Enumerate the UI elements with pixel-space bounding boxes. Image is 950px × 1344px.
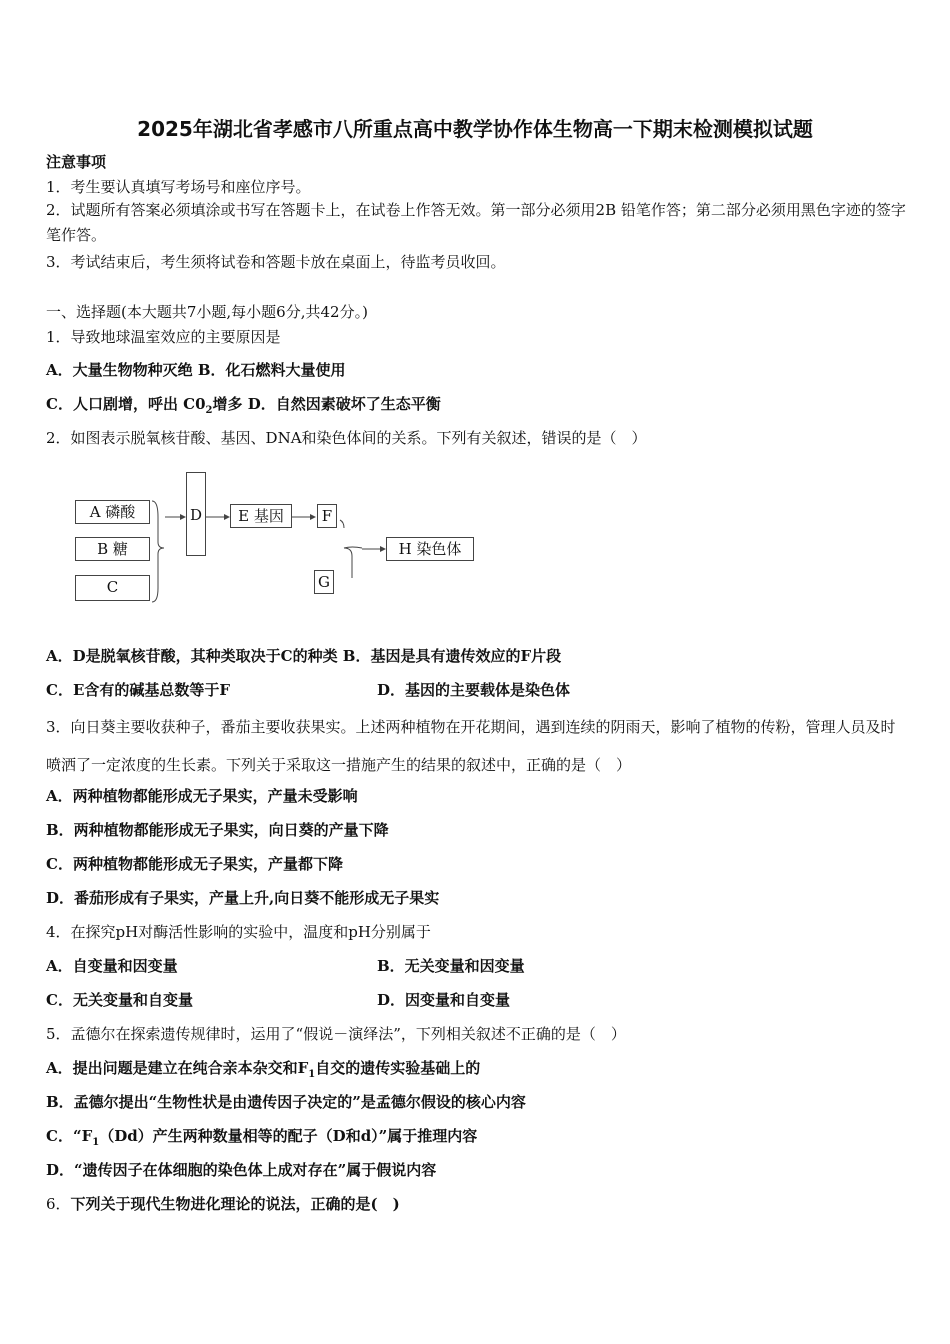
- q4-option-a: A．自变量和因变量: [46, 957, 178, 975]
- notice-item-2: 2．试题所有答案必须填涂或书写在答题卡上，在试卷上作答无效。第一部分必须用2B 铅笔作答；第二部分必须用黑色字迹的签字笔作答。: [46, 201, 906, 244]
- box-e-gene: E 基因: [230, 504, 292, 528]
- q4-option-b: B．无关变量和因变量: [377, 957, 525, 975]
- q1-options-row-1: A．大量生物物种灭绝 B．化石燃料大量使用: [46, 361, 346, 379]
- notice-heading: 注意事项: [46, 153, 107, 171]
- q5-option-b: B．孟德尔提出“生物性状是由遗传因子决定的”是孟德尔假设的核心内容: [46, 1093, 526, 1111]
- question-3: [46, 708, 908, 784]
- q4-option-d: D．因变量和自变量: [377, 991, 511, 1009]
- question-stem: 下列关于现代生物进化理论的说法，正确的是( ): [70, 1195, 400, 1213]
- question-2: [46, 428, 647, 448]
- notice-item-1: 1．考生要认真填写考场号和座位序号。: [46, 178, 311, 196]
- question-5: [46, 1024, 626, 1044]
- question-1: [46, 327, 281, 347]
- q2-options-row-1: A．D是脱氧核苷酸，其种类取决于C的种类 B．基因是具有遗传效应的F片段: [46, 647, 562, 665]
- question-6: [46, 1194, 400, 1214]
- box-f: F: [317, 504, 337, 528]
- q5-option-c: C．“$F_1(Dd)$产生两种数量相等的配子（D和d）”属于推理内容: [46, 1127, 478, 1148]
- question-stem: 导致地球温室效应的主要原因是: [70, 328, 281, 346]
- question-number: 3．: [46, 718, 71, 736]
- notice-item-3: 3．考试结束后，考生须将试卷和答题卡放在桌面上，待监考员收回。: [46, 253, 506, 271]
- box-h-chromosome: H 染色体: [386, 537, 474, 561]
- q5-option-d: D．“遗传因子在体细胞的染色体上成对存在”属于假说内容: [46, 1161, 437, 1179]
- q3-option-c: C．两种植物都能形成无子果实，产量都下降: [46, 855, 343, 873]
- q3-option-d: D．番茄形成有子果实，产量上升,向日葵不能形成无子果实: [46, 889, 440, 907]
- q4-option-c: C．无关变量和自变量: [46, 991, 193, 1009]
- question-stem: 在探究pH对酶活性影响的实验中，温度和pH分别属于: [70, 923, 431, 941]
- box-a-phosphate: A 磷酸: [75, 500, 150, 524]
- question-number: 2．: [46, 429, 71, 447]
- box-c: C: [75, 575, 150, 601]
- question-number: 1．: [46, 328, 71, 346]
- q3-option-b: B．两种植物都能形成无子果实，向日葵的产量下降: [46, 821, 389, 839]
- q3-option-a: A．两种植物都能形成无子果实，产量未受影响: [46, 787, 358, 805]
- box-b-sugar: B 糖: [75, 537, 150, 561]
- section-heading: 一、选择题(本大题共7小题,每小题6分,共42分。): [46, 303, 368, 321]
- q2-option-d: D．基因的主要载体是染色体: [377, 681, 571, 699]
- question-stem: 孟德尔在探索遗传规律时，运用了“假说－演绎法”，下列相关叙述不正确的是（ ）: [70, 1025, 626, 1043]
- box-g: G: [314, 570, 334, 594]
- question-stem: 向日葵主要收获种子，番茄主要收获果实。上述两种植物在开花期间，遇到连续的阴雨天，影响了植物的传粉，管理人员及时喷洒了一定浓度的生长素。下列关于采取这一措施产生的结果的叙述中，正确的是（ ）: [46, 718, 896, 774]
- q5-option-a: A．提出问题是建立在纯合亲本杂交和$F_1$自交的遗传实验基础上的: [46, 1059, 481, 1080]
- box-d: D: [186, 472, 206, 556]
- gene-relationship-diagram: [72, 470, 482, 610]
- question-stem: 如图表示脱氧核苷酸、基因、DNA和染色体间的关系。下列有关叙述，错误的是（ ）: [70, 429, 647, 447]
- page-title: 2025年湖北省孝感市八所重点高中教学协作体生物高一下期末检测模拟试题: [137, 117, 813, 141]
- question-4: [46, 922, 431, 942]
- q2-option-c: C．E含有的碱基总数等于F: [46, 681, 231, 699]
- question-number: 5．: [46, 1025, 71, 1043]
- question-number: 4．: [46, 923, 71, 941]
- q1-options-row-2: C．人口剧增，呼出 $C0_2$增多 D．自然因素破坏了生态平衡: [46, 395, 441, 416]
- question-number: 6．: [46, 1195, 71, 1213]
